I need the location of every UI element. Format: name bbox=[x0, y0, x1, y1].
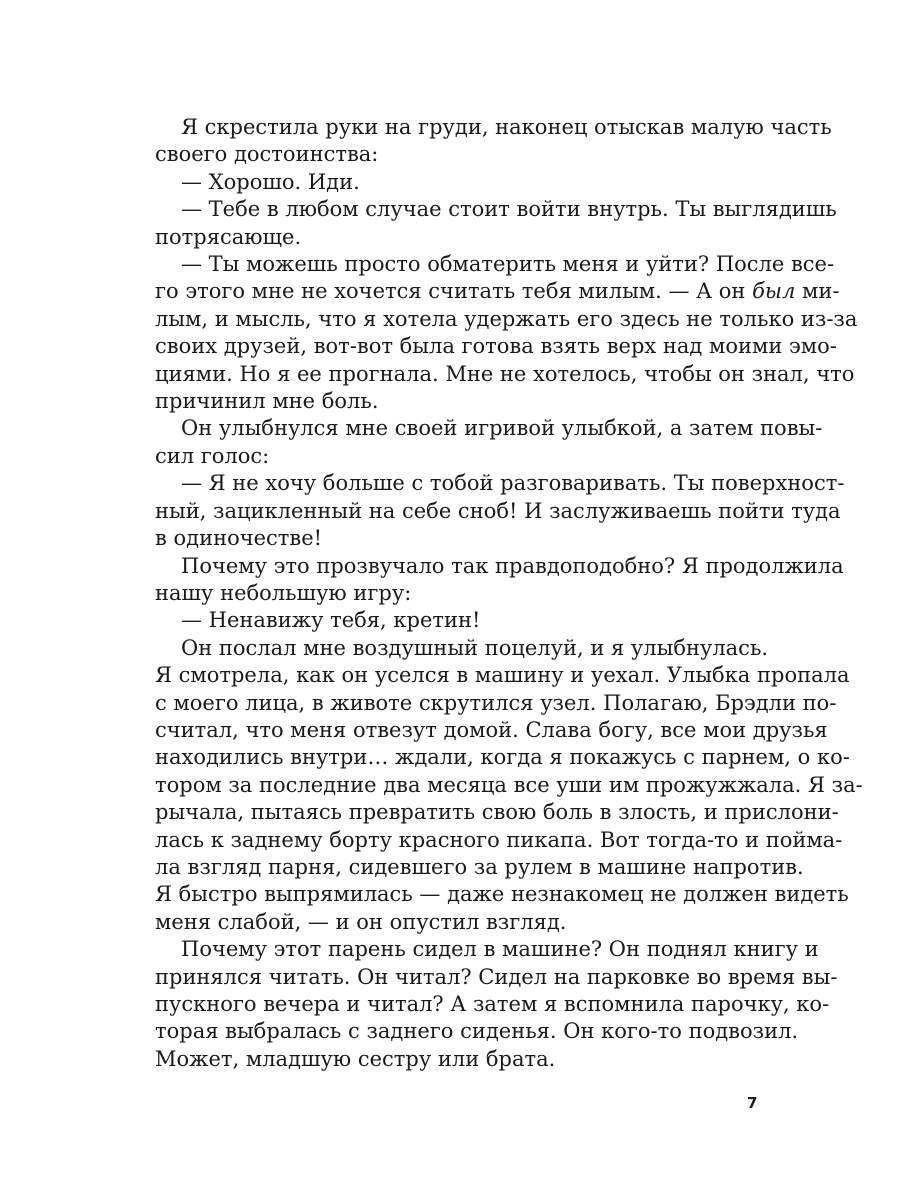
text-line: — Ты можешь просто обматерить меня и уйти? После все- bbox=[181, 252, 835, 277]
text-line: пускного вечера и читал? А затем я вспомнила парочку, ко- bbox=[155, 992, 830, 1016]
text-line: го этого мне не хочется считать тебя милым. — А он был ми- bbox=[155, 279, 840, 304]
paragraph bbox=[155, 169, 759, 196]
text-line: рычала, пытаясь превратить свою боль в злость, и прислони- bbox=[155, 800, 839, 825]
text-line: Он послал мне воздушный поцелуй, и я улыбнулась. bbox=[181, 635, 769, 660]
text-line: в одиночестве! bbox=[155, 526, 323, 551]
page-number: 7 bbox=[747, 1094, 758, 1112]
text-line: сил голос: bbox=[155, 443, 270, 468]
text-line: Почему это прозвучало так правдоподобно? Я продолжила bbox=[181, 553, 844, 578]
paragraph bbox=[155, 553, 844, 608]
text-line: ла взгляд парня, сидевшего за рулем в машине напротив. bbox=[155, 854, 804, 879]
text-line: циями. Но я ее прогнала. Мне не хотелось, чтобы он знал, что bbox=[155, 361, 855, 386]
body-text bbox=[155, 114, 863, 1073]
text-line: Я скрестила руки на груди, наконец отыскав малую часть bbox=[181, 115, 832, 139]
paragraph bbox=[155, 114, 832, 169]
text-line: Может, младшую сестру или брата. bbox=[155, 1046, 556, 1071]
text-line: лым, и мысль, что я хотела удержать его здесь не только из-за bbox=[155, 306, 858, 331]
paragraph bbox=[155, 607, 759, 634]
text-line: тором за последние два месяца все уши им прожужжала. Я за- bbox=[155, 772, 863, 797]
text-line: меня слабой, — и он опустил взгляд. bbox=[155, 909, 567, 934]
paragraph bbox=[155, 251, 858, 415]
text-line: нашу небольшую игру: bbox=[155, 580, 412, 605]
text-line: лась к заднему борту красного пикапа. Вот тогда-то и пойма- bbox=[155, 827, 843, 852]
text-line: — Хорошо. Иди. bbox=[181, 169, 360, 194]
text-line: потрясающе. bbox=[155, 224, 302, 249]
text-line: своего достоинства: bbox=[155, 142, 379, 167]
text-line: — Ненавижу тебя, кретин! bbox=[181, 608, 481, 633]
paragraph bbox=[155, 415, 823, 470]
paragraph bbox=[155, 196, 837, 251]
paragraph bbox=[155, 470, 845, 552]
text-line: находились внутри… ждали, когда я покажусь с парнем, о ко- bbox=[155, 745, 850, 770]
paragraph bbox=[155, 936, 838, 1073]
text-line: Почему этот парень сидел в машине? Он поднял книгу и bbox=[181, 937, 819, 962]
text-line: — Тебе в любом случае стоит войти внутрь. Ты выглядишь bbox=[181, 197, 837, 222]
text-line: считал, что меня отвезут домой. Слава богу, все мои друзья bbox=[155, 717, 828, 742]
text-line: Он улыбнулся мне своей игривой улыбкой, а затем повы- bbox=[181, 416, 823, 441]
text-line: своих друзей, вот-вот была готова взять верх над моими эмо- bbox=[155, 334, 837, 359]
text-line: торая выбралась с заднего сиденья. Он кого-то подвозил. bbox=[155, 1019, 799, 1044]
text-line: принялся читать. Он читал? Сидел на парковке во время вы- bbox=[155, 964, 838, 989]
text-line: ный, зацикленный на себе сноб! И заслуживаешь пойти туда bbox=[155, 498, 841, 523]
text-line: Я смотрела, как он уселся в машину и уехал. Улыбка пропала bbox=[155, 663, 850, 688]
text-line: — Я не хочу больше с тобой разговаривать. Ты поверхност- bbox=[181, 471, 845, 496]
text-line: с моего лица, в животе скрутился узел. Полагаю, Брэдли по- bbox=[155, 690, 837, 715]
paragraph bbox=[155, 635, 863, 936]
text-line: причинил мне боль. bbox=[155, 389, 379, 414]
text-line: Я быстро выпрямилась — даже незнакомец не должен видеть bbox=[155, 882, 849, 907]
